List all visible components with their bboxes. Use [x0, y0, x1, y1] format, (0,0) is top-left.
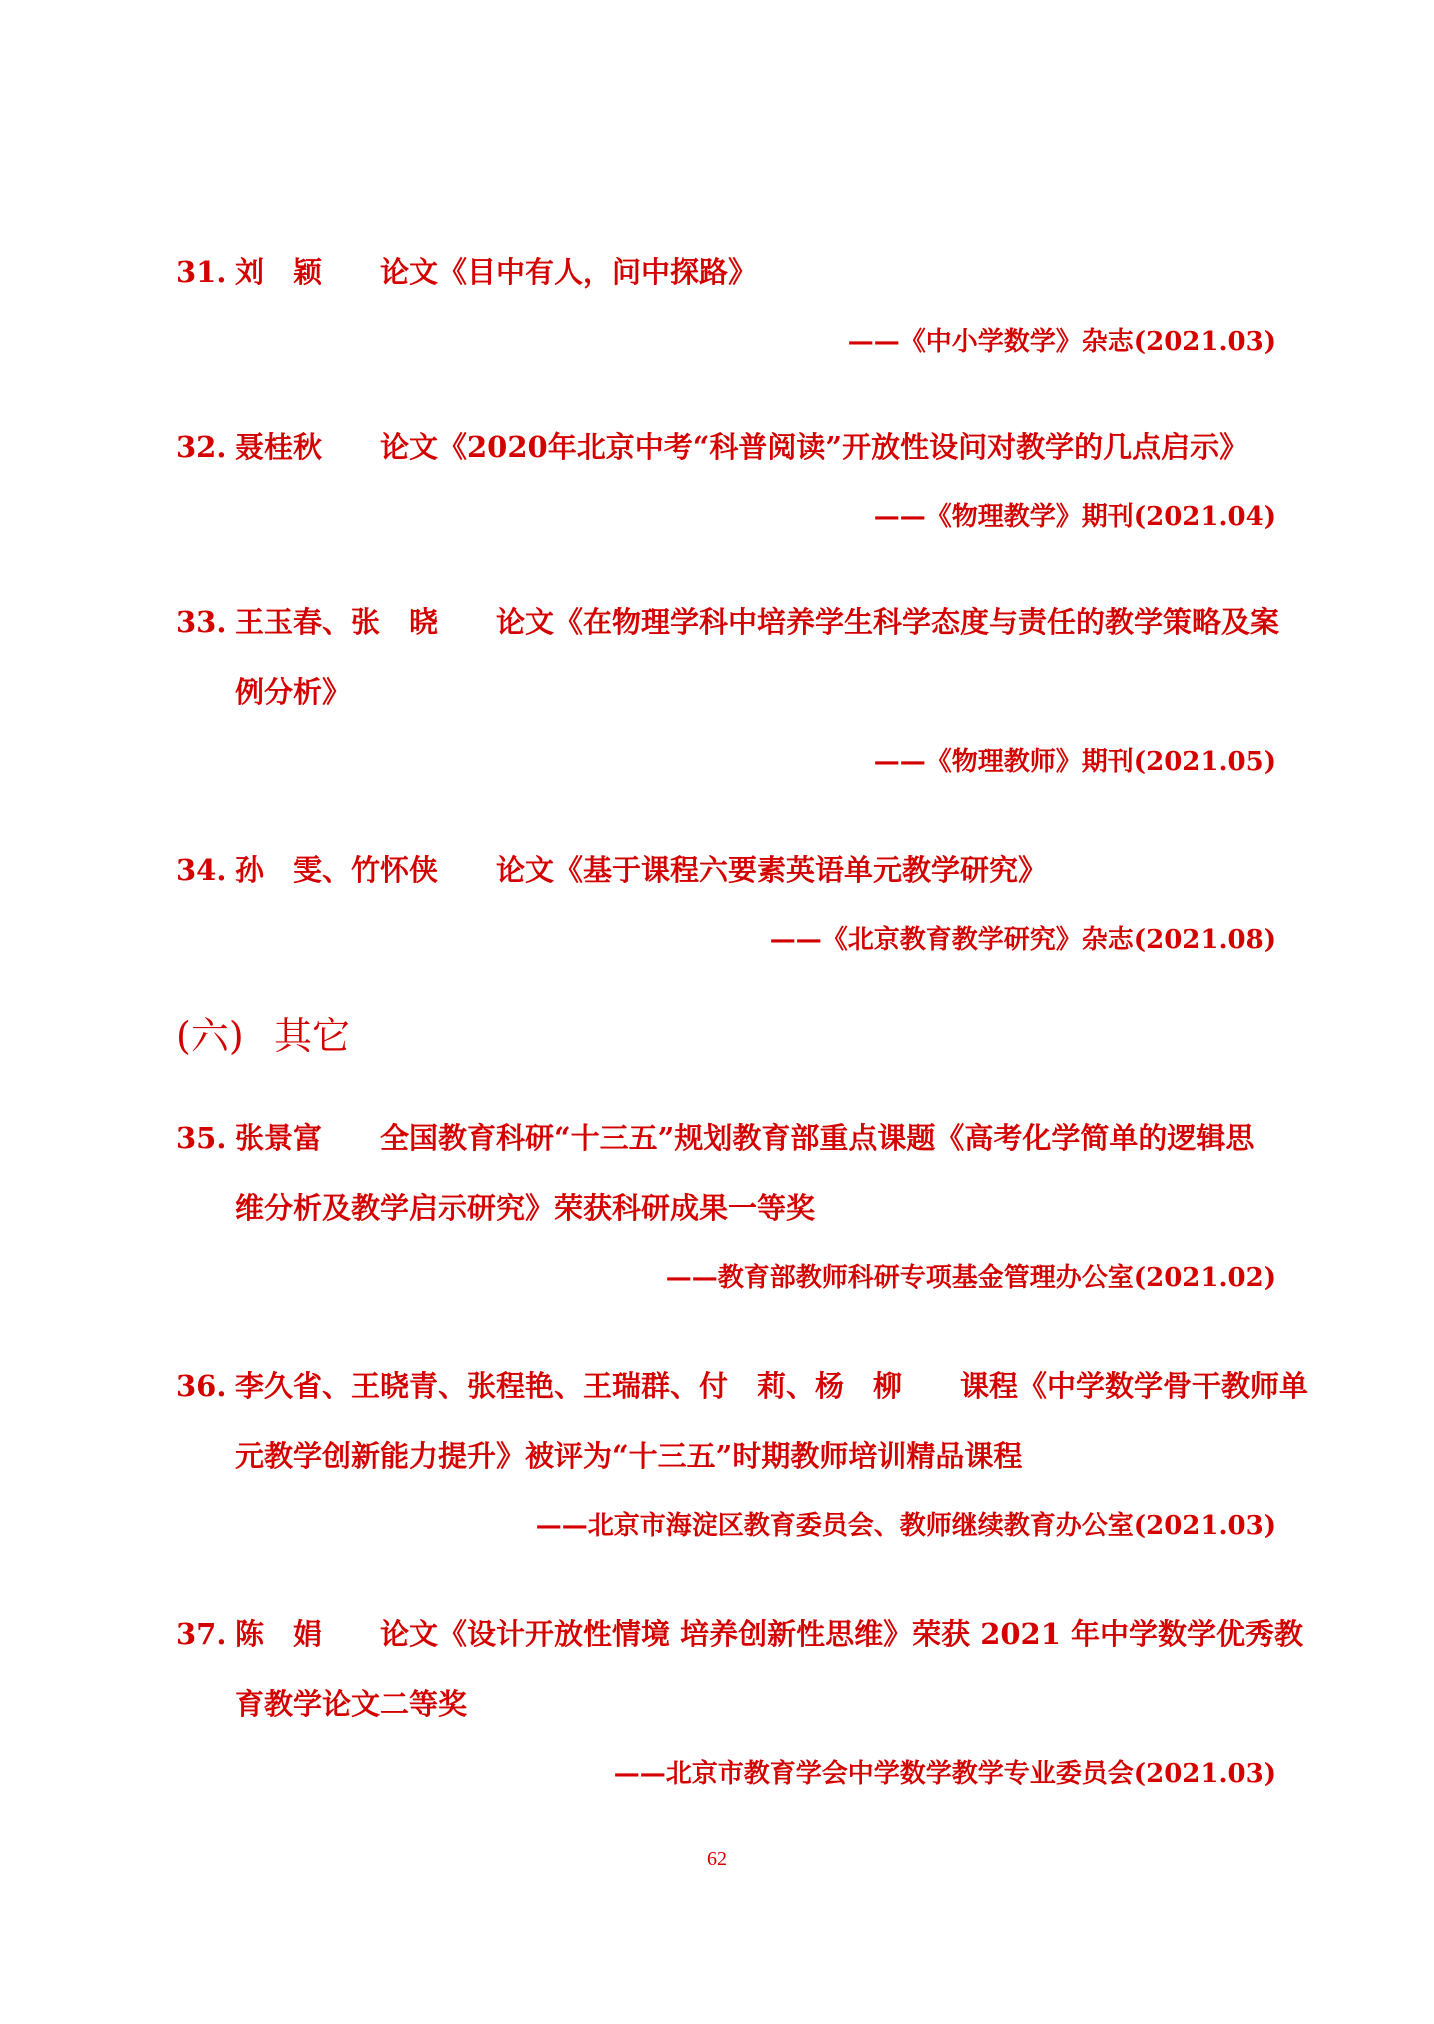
entry-text: 聂桂秋 论文《2020年北京中考“科普阅读”开放性设问对教学的几点启示》	[235, 430, 1249, 464]
page-number: 62	[707, 1848, 727, 1870]
entry-text-continued: 维分析及教学启示研究》荣获科研成果一等奖	[235, 1191, 816, 1225]
entry-number: 32.	[176, 430, 227, 464]
entry-source: ——教育部教师科研专项基金管理办公室(2021.02)	[665, 1263, 1276, 1293]
entry-source: ——《北京教育教学研究》杂志(2021.08)	[769, 925, 1276, 955]
entry-source: ——北京市教育学会中学数学教学专业委员会(2021.03)	[613, 1759, 1276, 1789]
entry-number: 37.	[176, 1617, 227, 1651]
entry-text: 陈 娟 论文《设计开放性情境 培养创新性思维》荣获 2021 年中学数学优秀教	[235, 1617, 1304, 1651]
entry-source: ——《物理教师》期刊(2021.05)	[873, 747, 1276, 777]
entry-text: 李久省、王晓青、张程艳、王瑞群、付 莉、杨 柳 课程《中学数学骨干教师单	[235, 1369, 1309, 1403]
entry-source: ——《物理教学》期刊(2021.04)	[873, 502, 1276, 532]
entry-text: 孙 雯、竹怀侠 论文《基于课程六要素英语单元教学研究》	[235, 853, 1048, 887]
entry-number: 31.	[176, 255, 227, 289]
section-number: (六)	[176, 1014, 244, 1058]
entry-text-continued: 元教学创新能力提升》被评为“十三五”时期教师培训精品课程	[235, 1439, 1023, 1473]
entry-text-continued: 育教学论文二等奖	[235, 1687, 468, 1721]
section-heading	[176, 1012, 350, 1060]
entry-source: ——《中小学数学》杂志(2021.03)	[847, 327, 1276, 357]
entry-number: 34.	[176, 853, 227, 887]
entry-text: 王玉春、张 晓 论文《在物理学科中培养学生科学态度与责任的教学策略及案	[235, 605, 1280, 639]
entry-number: 35.	[176, 1121, 227, 1155]
entry-text-continued: 例分析》	[235, 675, 352, 709]
entry-source: ——北京市海淀区教育委员会、教师继续教育办公室(2021.03)	[535, 1511, 1276, 1541]
section-title: 其它	[274, 1014, 351, 1058]
entry-text: 刘 颖 论文《目中有人，问中探路》	[235, 255, 758, 289]
entry-number: 33.	[176, 605, 227, 639]
entry-number: 36.	[176, 1369, 227, 1403]
entry-text: 张景富 全国教育科研“十三五”规划教育部重点课题《高考化学简单的逻辑思	[235, 1121, 1255, 1155]
